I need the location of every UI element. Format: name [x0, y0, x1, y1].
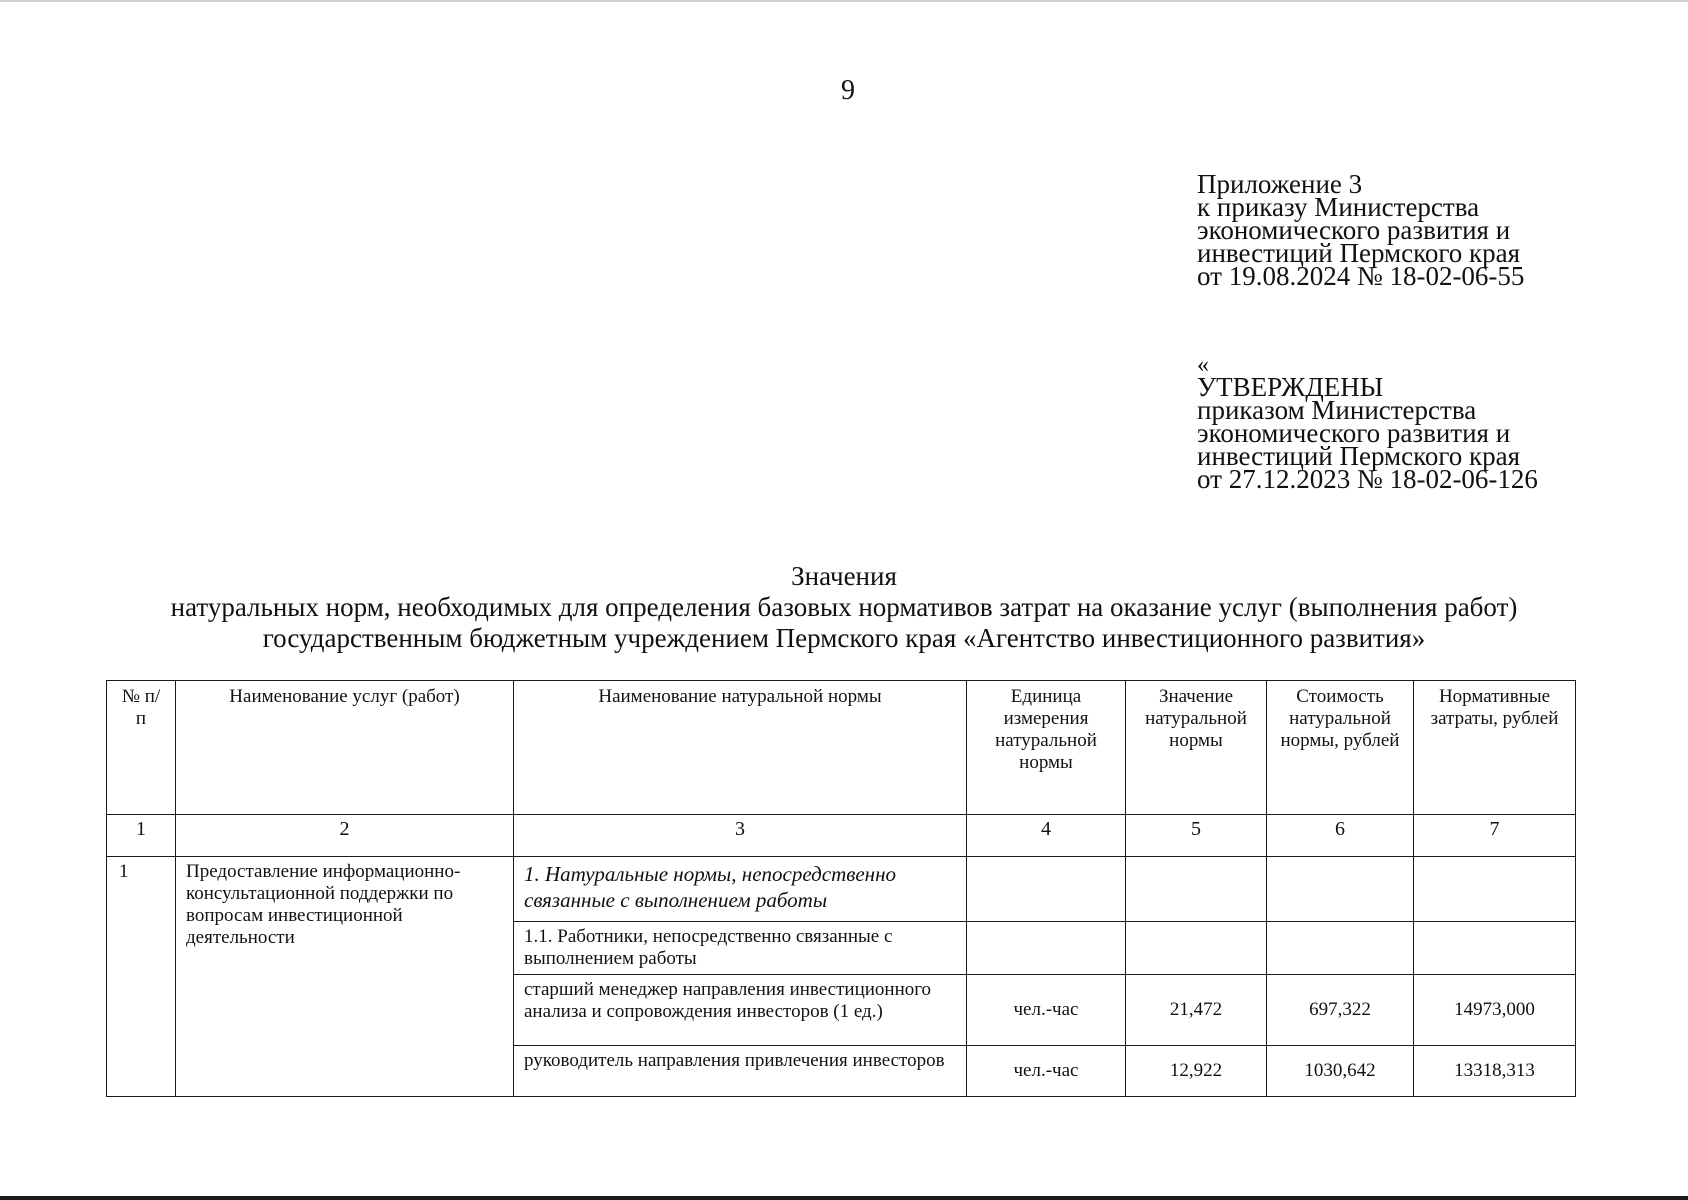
norm-value: 21,472: [1126, 975, 1267, 1046]
norm-value: 12,922: [1126, 1046, 1267, 1097]
service-number: 1: [107, 857, 176, 1097]
empty-cell: [1414, 857, 1576, 922]
norm-cost: 1030,642: [1267, 1046, 1414, 1097]
empty-cell: [967, 922, 1126, 975]
column-number: 7: [1414, 815, 1576, 857]
header-cell-cost: Стоимость натуральной нормы, рублей: [1267, 681, 1414, 815]
document-title: [100, 561, 1588, 654]
column-number: 1: [107, 815, 176, 857]
scan-edge-top: [0, 0, 1688, 2]
column-number: 6: [1267, 815, 1414, 857]
column-number: 5: [1126, 815, 1267, 857]
header-cell-value: Значение натуральной нормы: [1126, 681, 1267, 815]
appendix-line: от 19.08.2024 № 18-02-06-55: [1197, 261, 1525, 291]
header-cell-norm-name: Наименование натуральной нормы: [514, 681, 967, 815]
section-heading: 1. Натуральные нормы, непосредственно связанные с выполнением работы: [514, 857, 967, 922]
header-cell-total: Нормативные затраты, рублей: [1414, 681, 1576, 815]
empty-cell: [1267, 857, 1414, 922]
approval-line: экономического развития и: [1197, 418, 1511, 448]
appendix-line: к приказу Министерства: [1197, 192, 1480, 222]
header-cell-number: № п/п: [107, 681, 176, 815]
norm-total: 13318,313: [1414, 1046, 1576, 1097]
column-number: 2: [176, 815, 514, 857]
page-number: 9: [841, 75, 855, 106]
title-line: натуральных норм, необходимых для определения базовых нормативов затрат на оказание услуг (выполнения работ): [170, 592, 1518, 622]
norm-total: 14973,000: [1414, 975, 1576, 1046]
opening-quote-mark: «: [1197, 352, 1209, 378]
column-number: 3: [514, 815, 967, 857]
service-name: Предоставление информационно-консультационной поддержки по вопросам инвестиционной деятельности: [176, 857, 514, 1097]
norm-unit: чел.-час: [967, 975, 1126, 1046]
approval-line: инвестиций Пермского края: [1197, 441, 1521, 471]
empty-cell: [1267, 922, 1414, 975]
table-row: [107, 857, 1576, 922]
empty-cell: [1126, 857, 1267, 922]
empty-cell: [967, 857, 1126, 922]
header-cell-service-name: Наименование услуг (работ): [176, 681, 514, 815]
column-number: 4: [967, 815, 1126, 857]
norm-name: старший менеджер направления инвестиционного анализа и сопровождения инвесторов (1 ед.): [514, 975, 967, 1046]
norm-unit: чел.-час: [967, 1046, 1126, 1097]
approval-line: УТВЕРЖДЕНЫ: [1197, 372, 1384, 402]
norm-name: руководитель направления привлечения инвесторов: [514, 1046, 967, 1097]
appendix-reference: [1197, 169, 1525, 291]
approval-line: приказом Министерства: [1197, 395, 1477, 425]
title-line: Значения: [791, 561, 897, 591]
norm-cost: 697,322: [1267, 975, 1414, 1046]
appendix-line: экономического развития и: [1197, 215, 1511, 245]
subsection-heading: 1.1. Работники, непосредственно связанные с выполнением работы: [514, 922, 967, 975]
approval-line: от 27.12.2023 № 18-02-06-126: [1197, 464, 1538, 494]
column-number-row: [107, 815, 1576, 857]
title-line: государственным бюджетным учреждением Пермского края «Агентство инвестиционного развития»: [262, 623, 1426, 653]
table-header-row: [107, 681, 1576, 815]
empty-cell: [1126, 922, 1267, 975]
appendix-line: инвестиций Пермского края: [1197, 238, 1521, 268]
empty-cell: [1414, 922, 1576, 975]
norms-table: [106, 680, 1576, 1097]
header-cell-unit: Единица измерения натуральной нормы: [967, 681, 1126, 815]
appendix-line: Приложение 3: [1197, 169, 1363, 199]
approval-stamp-block: [1197, 352, 1538, 494]
scan-edge-bottom: [0, 1196, 1688, 1200]
